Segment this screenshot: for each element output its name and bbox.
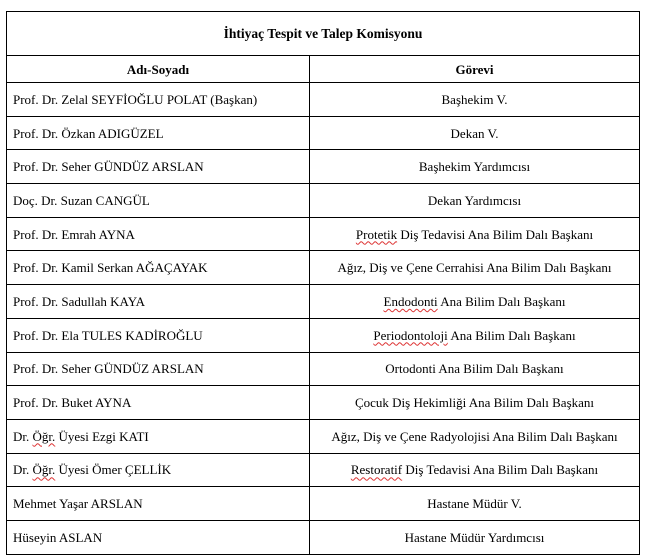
member-role: Dekan V. [310, 116, 640, 150]
member-name: Prof. Dr. Seher GÜNDÜZ ARSLAN [7, 352, 310, 386]
name-text: Üyesi Ezgi KATI [55, 428, 149, 444]
table-row [7, 419, 640, 453]
member-role [310, 217, 640, 251]
table-row [7, 184, 640, 218]
member-name: Prof. Dr. Emrah AYNA [7, 217, 310, 251]
spellcheck-word: Endodonti [383, 293, 438, 309]
column-header-role: Görevi [310, 56, 640, 83]
table-row [7, 487, 640, 521]
spellcheck-word: Restoratif [350, 462, 403, 478]
role-text: Diş Tedavisi Ana Bilim Dalı Başkanı [397, 226, 594, 242]
member-name: Prof. Dr. Ela TULES KADİROĞLU [7, 318, 310, 352]
table-row [7, 150, 640, 184]
member-name [7, 453, 310, 487]
member-name: Doç. Dr. Suzan CANGÜL [7, 184, 310, 218]
member-name: Prof. Dr. Zelal SEYFİOĞLU POLAT (Başkan) [7, 83, 310, 117]
member-role: Ağız, Diş ve Çene Radyolojisi Ana Bilim Dalı Başkanı [310, 419, 640, 453]
name-text: Dr. [13, 462, 33, 478]
header-row [7, 56, 640, 83]
member-name: Prof. Dr. Özkan ADIGÜZEL [7, 116, 310, 150]
member-role [310, 285, 640, 319]
column-header-name: Adı-Soyadı [7, 56, 310, 83]
table-row [7, 352, 640, 386]
member-role [310, 318, 640, 352]
table-row [7, 83, 640, 117]
table-row [7, 318, 640, 352]
member-role: Dekan Yardımcısı [310, 184, 640, 218]
spellcheck-word: Periodontoloji [373, 327, 448, 343]
table-row [7, 453, 640, 487]
table-row [7, 251, 640, 285]
role-text: Diş Tedavisi Ana Bilim Dalı Başkanı [402, 462, 599, 478]
title-row [7, 12, 640, 56]
member-name: Prof. Dr. Sadullah KAYA [7, 285, 310, 319]
spellcheck-word: Öğr. [32, 428, 56, 444]
member-role: Başhekim Yardımcısı [310, 150, 640, 184]
member-name: Hüseyin ASLAN [7, 520, 310, 554]
committee-table [6, 11, 640, 555]
member-name: Prof. Dr. Kamil Serkan AĞAÇAYAK [7, 251, 310, 285]
table-title: İhtiyaç Tespit ve Talep Komisyonu [7, 12, 640, 56]
name-text: Dr. [13, 428, 33, 444]
spellcheck-word: Protetik [355, 226, 398, 242]
member-role: Hastane Müdür V. [310, 487, 640, 521]
member-role: Ağız, Diş ve Çene Cerrahisi Ana Bilim Dalı Başkanı [310, 251, 640, 285]
member-role: Çocuk Diş Hekimliği Ana Bilim Dalı Başkanı [310, 386, 640, 420]
member-name [7, 419, 310, 453]
role-text: Ana Bilim Dalı Başkanı [447, 327, 576, 343]
spellcheck-word: Öğr. [32, 462, 56, 478]
table-row [7, 217, 640, 251]
member-role: Ortodonti Ana Bilim Dalı Başkanı [310, 352, 640, 386]
table-row [7, 116, 640, 150]
table-row [7, 386, 640, 420]
member-role: Başhekim V. [310, 83, 640, 117]
member-name: Prof. Dr. Buket AYNA [7, 386, 310, 420]
role-text: Ana Bilim Dalı Başkanı [437, 293, 566, 309]
member-role: Hastane Müdür Yardımcısı [310, 520, 640, 554]
member-role [310, 453, 640, 487]
name-text: Üyesi Ömer ÇELLİK [55, 462, 172, 478]
member-name: Prof. Dr. Seher GÜNDÜZ ARSLAN [7, 150, 310, 184]
member-name: Mehmet Yaşar ARSLAN [7, 487, 310, 521]
table-row [7, 520, 640, 554]
table-row [7, 285, 640, 319]
